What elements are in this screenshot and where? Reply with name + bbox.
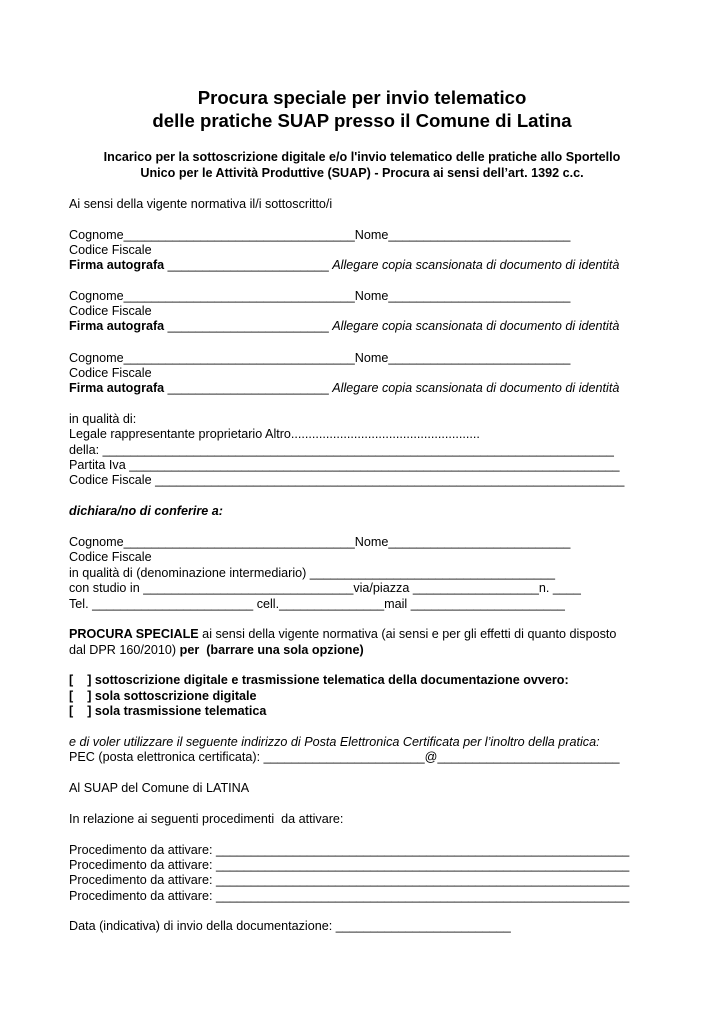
- allegare-note: Allegare copia scansionata di documento di identità: [332, 258, 620, 272]
- suap-recipient: Al SUAP del Comune di LATINA: [69, 781, 250, 795]
- title-line-2: delle pratiche SUAP presso il Comune di Latina: [152, 110, 572, 131]
- firma-line: _______________________: [164, 381, 333, 395]
- firma-line: _______________________: [164, 319, 333, 333]
- intermediario-cognome-nome: Cognome_________________________________Nome__________________________: [69, 535, 571, 549]
- procura-dpr: dal DPR 160/2010): [69, 643, 180, 657]
- della-field: della: _________________________________________________________________________: [69, 443, 614, 457]
- procura-text: ai sensi della vigente normativa (ai sensi e per gli effetti di quanto disposto: [198, 627, 617, 641]
- option-2: [ ] sola sottoscrizione digitale: [69, 689, 257, 703]
- intermediario-contatti: Tel. _______________________ cell._______________mail ______________________: [69, 597, 565, 611]
- procedimento-2: Procedimento da attivare: ___________________________________________________________: [69, 858, 630, 872]
- signer-2-codice-fiscale: Codice Fiscale: [69, 304, 152, 318]
- procura-text-2: [69, 643, 364, 659]
- procedimento-3: Procedimento da attivare: ___________________________________________________________: [69, 873, 630, 887]
- option-1: [ ] sottoscrizione digitale e trasmissione telematica della documentazione ovvero:: [69, 673, 569, 687]
- procura-instruction: per (barrare una sola opzione): [179, 643, 364, 657]
- qualita-label: in qualità di:: [69, 412, 137, 426]
- procura-heading: PROCURA SPECIALE: [69, 627, 199, 641]
- option-3: [ ] sola trasmissione telematica: [69, 704, 267, 718]
- procedimento-4: Procedimento da attivare: ___________________________________________________________: [69, 889, 630, 903]
- procura-text-1: [69, 627, 616, 643]
- firma-label: Firma autografa: [69, 381, 165, 395]
- intermediario-codice-fiscale: Codice Fiscale: [69, 550, 152, 564]
- partita-iva-field: Partita Iva ______________________________________________________________________: [69, 458, 620, 472]
- intermediario-qualita: in qualità di (denominazione intermediario) ___________________________________: [69, 566, 555, 580]
- title-line-1: Procura speciale per invio telematico: [197, 87, 527, 108]
- procedimento-1: Procedimento da attivare: ___________________________________________________________: [69, 843, 630, 857]
- dichiara-heading: dichiara/no di conferire a:: [69, 504, 223, 518]
- firma-label: Firma autografa: [69, 258, 165, 272]
- signer-1-firma: [69, 258, 619, 274]
- intro-text: Ai sensi della vigente normativa il/i sottoscritto/i: [69, 197, 333, 211]
- signer-3-firma: [69, 381, 619, 397]
- signer-1-cognome-nome: Cognome_________________________________Nome__________________________: [69, 228, 571, 242]
- subtitle-line-2: Unico per le Attività Produttive (SUAP) - Procura ai sensi dell’art. 1392 c.c.: [140, 166, 584, 180]
- signer-3-codice-fiscale: Codice Fiscale: [69, 366, 152, 380]
- codice-fiscale-field: Codice Fiscale ___________________________________________________________________: [69, 473, 625, 487]
- intermediario-studio: con studio in ______________________________via/piazza __________________n. ____: [69, 581, 581, 595]
- allegare-note: Allegare copia scansionata di documento di identità: [332, 319, 620, 333]
- qualita-options: Legale rappresentante proprietario Altro......................................................: [69, 427, 480, 441]
- subtitle-line-1: Incarico per la sottoscrizione digitale e/o l'invio telematico delle pratiche allo Sportello: [103, 150, 621, 164]
- firma-label: Firma autografa: [69, 319, 165, 333]
- signer-2-firma: [69, 319, 619, 335]
- pec-intro: e di voler utilizzare il seguente indirizzo di Posta Elettronica Certificata per l’inoltro della pratica:: [69, 735, 600, 749]
- allegare-note: Allegare copia scansionata di documento di identità: [332, 381, 620, 395]
- data-invio-field: Data (indicativa) di invio della documentazione: _________________________: [69, 919, 511, 933]
- relazione-text: In relazione ai seguenti procedimenti da attivare:: [69, 812, 344, 826]
- signer-1-codice-fiscale: Codice Fiscale: [69, 243, 152, 257]
- pec-field: PEC (posta elettronica certificata): _______________________@__________________________: [69, 750, 620, 764]
- signer-2-cognome-nome: Cognome_________________________________Nome__________________________: [69, 289, 571, 303]
- firma-line: _______________________: [164, 258, 333, 272]
- signer-3-cognome-nome: Cognome_________________________________Nome__________________________: [69, 351, 571, 365]
